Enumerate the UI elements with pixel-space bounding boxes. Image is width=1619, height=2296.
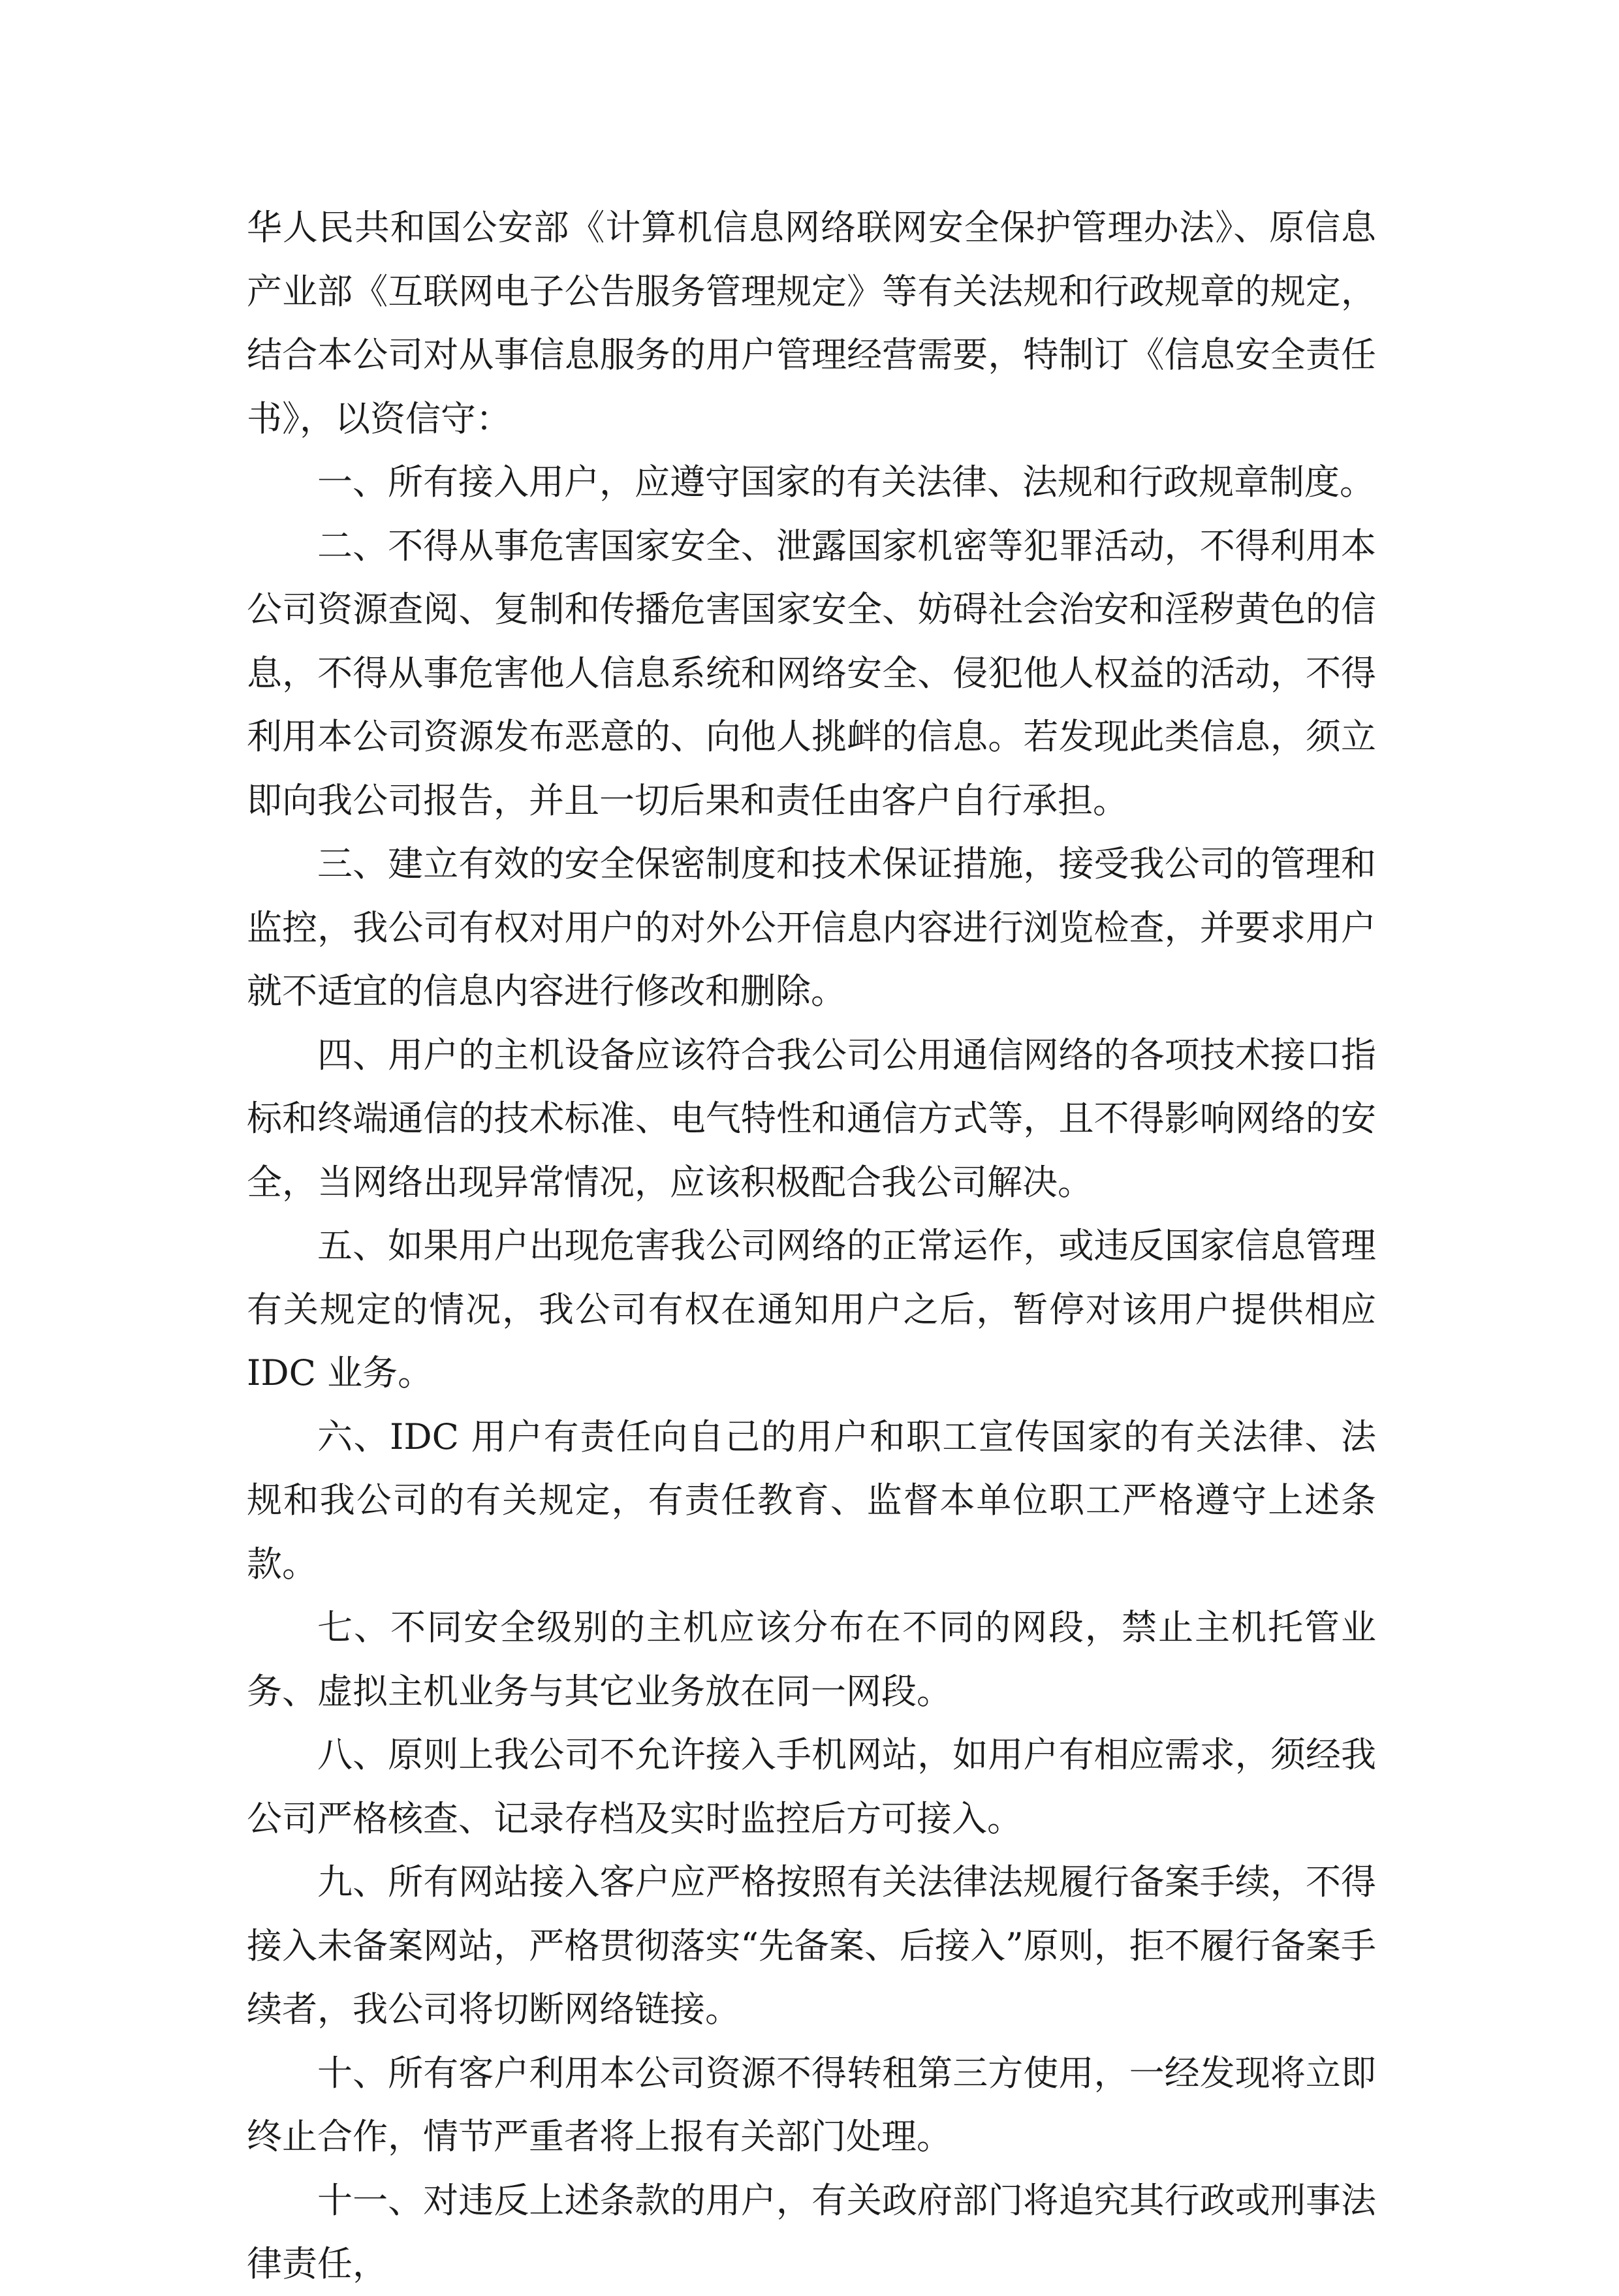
paragraph-clause-9: 九、所有网站接入客户应严格按照有关法律法规履行备案手续，不得接入未备案网站，严格贯彻落实“先备案、后接入”原则，拒不履行备案手续者，我公司将切断网络链接。	[247, 1861, 1376, 2030]
paragraph-clause-1: 一、所有接入用户，应遵守国家的有关法律、法规和行政规章制度。	[317, 461, 1375, 503]
paragraph-clause-10: 十、所有客户利用本公司资源不得转租第三方使用，一经发现将立即终止合作，情节严重者将上报有关部门处理。	[247, 2052, 1376, 2157]
document-body	[247, 196, 1376, 2296]
paragraph-clause-5: 五、如果用户出现危害我公司网络的正常运作，或违反国家信息管理有关规定的情况，我公司有权在通知用户之后，暂停对该用户提供相应 IDC 业务。	[247, 1225, 1376, 1393]
paragraph-clause-8: 八、原则上我公司不允许接入手机网站，如用户有相应需求，须经我公司严格核查、记录存档及实时监控后方可接入。	[247, 1734, 1376, 1839]
paragraph-clause-2: 二、不得从事危害国家安全、泄露国家机密等犯罪活动，不得利用本公司资源查阅、复制和传播危害国家安全、妨碍社会治安和淫秽黄色的信息，不得从事危害他人信息系统和网络安全、侵犯他人权益的活动，不得利用本公司资源发布恶意的、向他人挑衅的信息。若发现此类信息，须立即向我公司报告，并且一切后果和责任由客户自行承担。	[247, 525, 1376, 821]
paragraph-clause-4: 四、用户的主机设备应该符合我公司公用通信网络的各项技术接口指标和终端通信的技术标准、电气特性和通信方式等，且不得影响网络的安全，当网络出现异常情况，应该积极配合我公司解决。	[247, 1034, 1376, 1203]
paragraph-intro: 华人民共和国公安部《计算机信息网络联网安全保护管理办法》、原信息产业部《互联网电子公告服务管理规定》等有关法规和行政规章的规定，结合本公司对从事信息服务的用户管理经营需要，特制订《信息安全责任书》，以资信守：	[247, 207, 1376, 439]
paragraph-clause-11: 十一、对违反上述条款的用户，有关政府部门将追究其行政或刑事法律责任，	[247, 2179, 1376, 2284]
paragraph-clause-7: 七、不同安全级别的主机应该分布在不同的网段，禁止主机托管业务、虚拟主机业务与其它业务放在同一网段。	[247, 1607, 1376, 1712]
paragraph-clause-3: 三、建立有效的安全保密制度和技术保证措施，接受我公司的管理和监控，我公司有权对用户的对外公开信息内容进行浏览检查，并要求用户就不适宜的信息内容进行修改和删除。	[247, 843, 1376, 1012]
paragraph-clause-6: 六、IDC 用户有责任向自己的用户和职工宣传国家的有关法律、法规和我公司的有关规定，有责任教育、监督本单位职工严格遵守上述条款。	[247, 1416, 1376, 1585]
